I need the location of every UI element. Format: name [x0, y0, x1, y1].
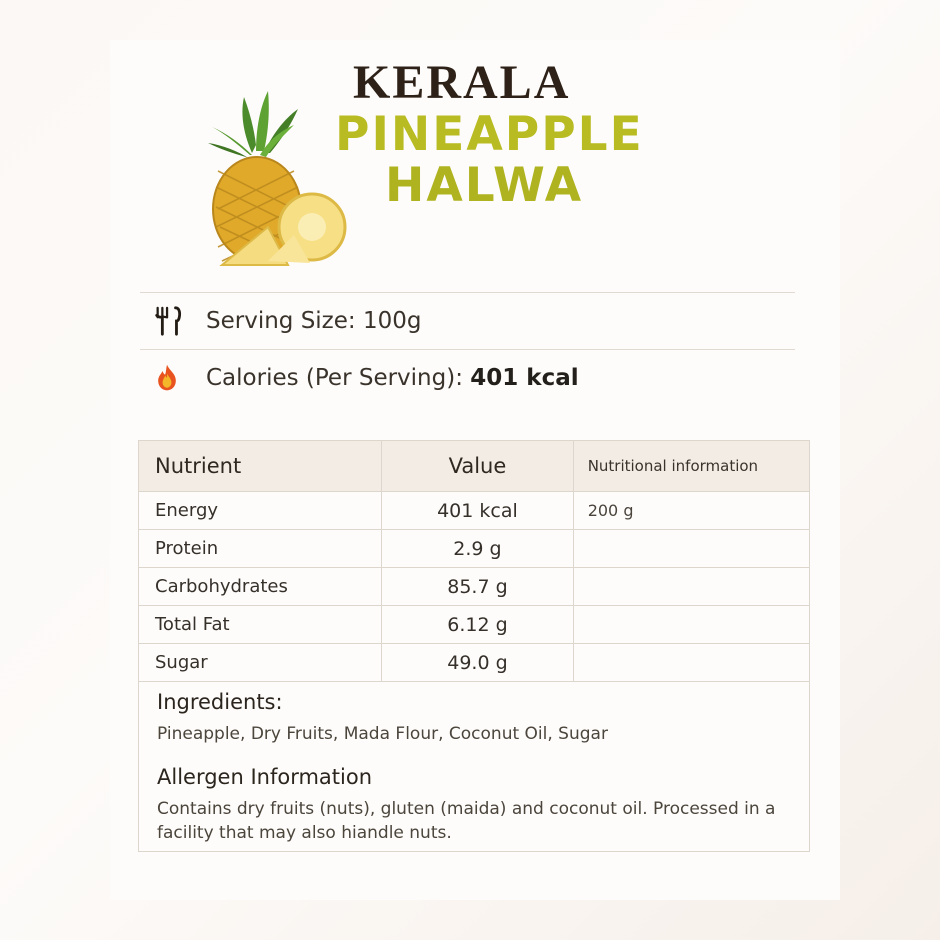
- cell-nutrient: Carbohydrates: [139, 568, 382, 606]
- cell-info: [573, 606, 809, 644]
- title-line-pineapple: PINEAPPLE: [335, 107, 644, 163]
- allergen-heading: Allergen Information: [157, 764, 373, 789]
- fork-knife-icon: [152, 305, 206, 337]
- ingredients-allergen-panel: [138, 672, 810, 852]
- nutrition-table: [138, 440, 810, 682]
- cell-value: 49.0 g: [382, 644, 573, 682]
- label-card: [110, 40, 840, 900]
- calories-label-prefix: Calories (Per Serving):: [206, 365, 471, 391]
- header-info: Nutritional information: [573, 441, 809, 492]
- cell-value: 85.7 g: [382, 568, 573, 606]
- table-row: [139, 606, 810, 644]
- cell-value: 2.9 g: [382, 530, 573, 568]
- serving-size-label: Serving Size: 100g: [206, 308, 422, 334]
- table-row: [139, 492, 810, 530]
- cell-info: [573, 568, 809, 606]
- title-line-halwa: HALWA: [385, 158, 584, 214]
- cell-value: 401 kcal: [382, 492, 573, 530]
- header-nutrient: Nutrient: [139, 441, 382, 492]
- table-row: [139, 568, 810, 606]
- cell-info: [573, 530, 809, 568]
- title-line-kerala: KERALA: [353, 56, 571, 109]
- pineapple-illustration-icon: [160, 75, 360, 270]
- label-header: [110, 40, 840, 285]
- cell-nutrient: Total Fat: [139, 606, 382, 644]
- calories-value: 401 kcal: [470, 365, 579, 391]
- calories-row: [140, 350, 795, 406]
- ingredients-heading: Ingredients:: [157, 690, 283, 714]
- product-title: [335, 58, 835, 212]
- serving-size-row: [140, 293, 795, 349]
- cell-value: 6.12 g: [382, 606, 573, 644]
- table-header-row: [139, 441, 810, 492]
- flame-icon: [152, 363, 206, 393]
- cell-nutrient: Protein: [139, 530, 382, 568]
- allergen-text: Contains dry fruits (nuts), gluten (maida) and coconut oil. Processed in a facility that may also hiandle nuts.: [157, 798, 776, 844]
- cell-info: 200 g: [573, 492, 809, 530]
- cell-nutrient: Sugar: [139, 644, 382, 682]
- header-value: Value: [382, 441, 573, 492]
- table-row: [139, 530, 810, 568]
- ingredients-text: Pineapple, Dry Fruits, Mada Flour, Coconut Oil, Sugar: [157, 724, 608, 744]
- calories-label: [206, 365, 579, 391]
- meta-rows: [140, 292, 795, 406]
- cell-nutrient: Energy: [139, 492, 382, 530]
